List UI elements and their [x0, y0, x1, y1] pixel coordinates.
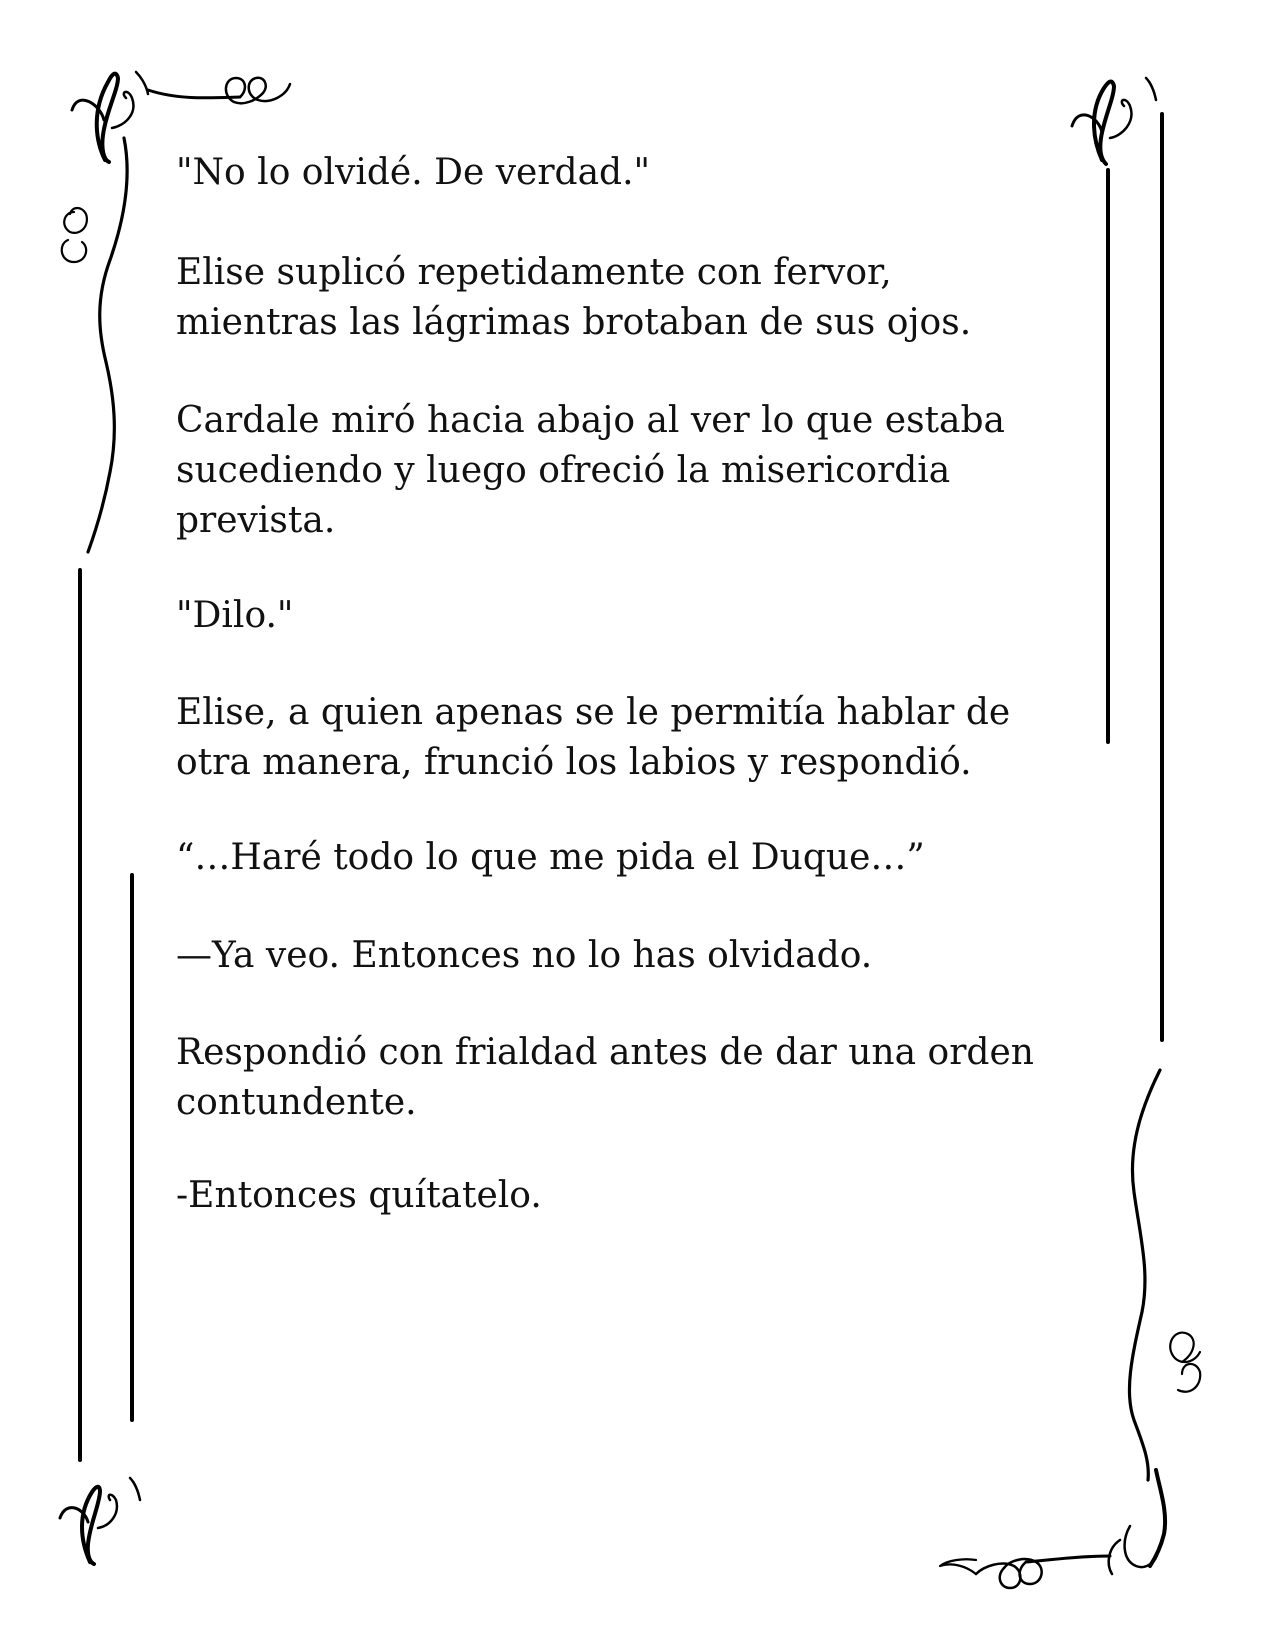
- paragraph-8: Respondió con frialdad antes de dar una orden contundente.: [176, 1032, 1034, 1123]
- paragraph-1: "No lo olvidé. De verdad.": [176, 152, 651, 193]
- flourish-bottom-right: [940, 1070, 1200, 1588]
- paragraph-7: —Ya veo. Entonces no lo has olvidado.: [176, 935, 873, 976]
- paragraph-4: "Dilo.": [176, 595, 294, 636]
- paragraph-9: -Entonces quítatelo.: [176, 1175, 542, 1216]
- paragraph-3: Cardale miró hacia abajo al ver lo que estaba sucediendo y luego ofreció la misericordia prevista.: [176, 400, 1005, 541]
- flourish-bottom-left: [60, 1478, 140, 1564]
- paragraph-5: Elise, a quien apenas se le permitía hablar de otra manera, frunció los labios y respondió.: [176, 692, 1011, 783]
- paragraph-6: “…Haré todo lo que me pida el Duque…”: [176, 837, 925, 878]
- paragraph-2: Elise suplicó repetidamente con fervor, mientras las lágrimas brotaban de sus ojos.: [176, 252, 972, 343]
- flourish-top-right: [1072, 78, 1156, 164]
